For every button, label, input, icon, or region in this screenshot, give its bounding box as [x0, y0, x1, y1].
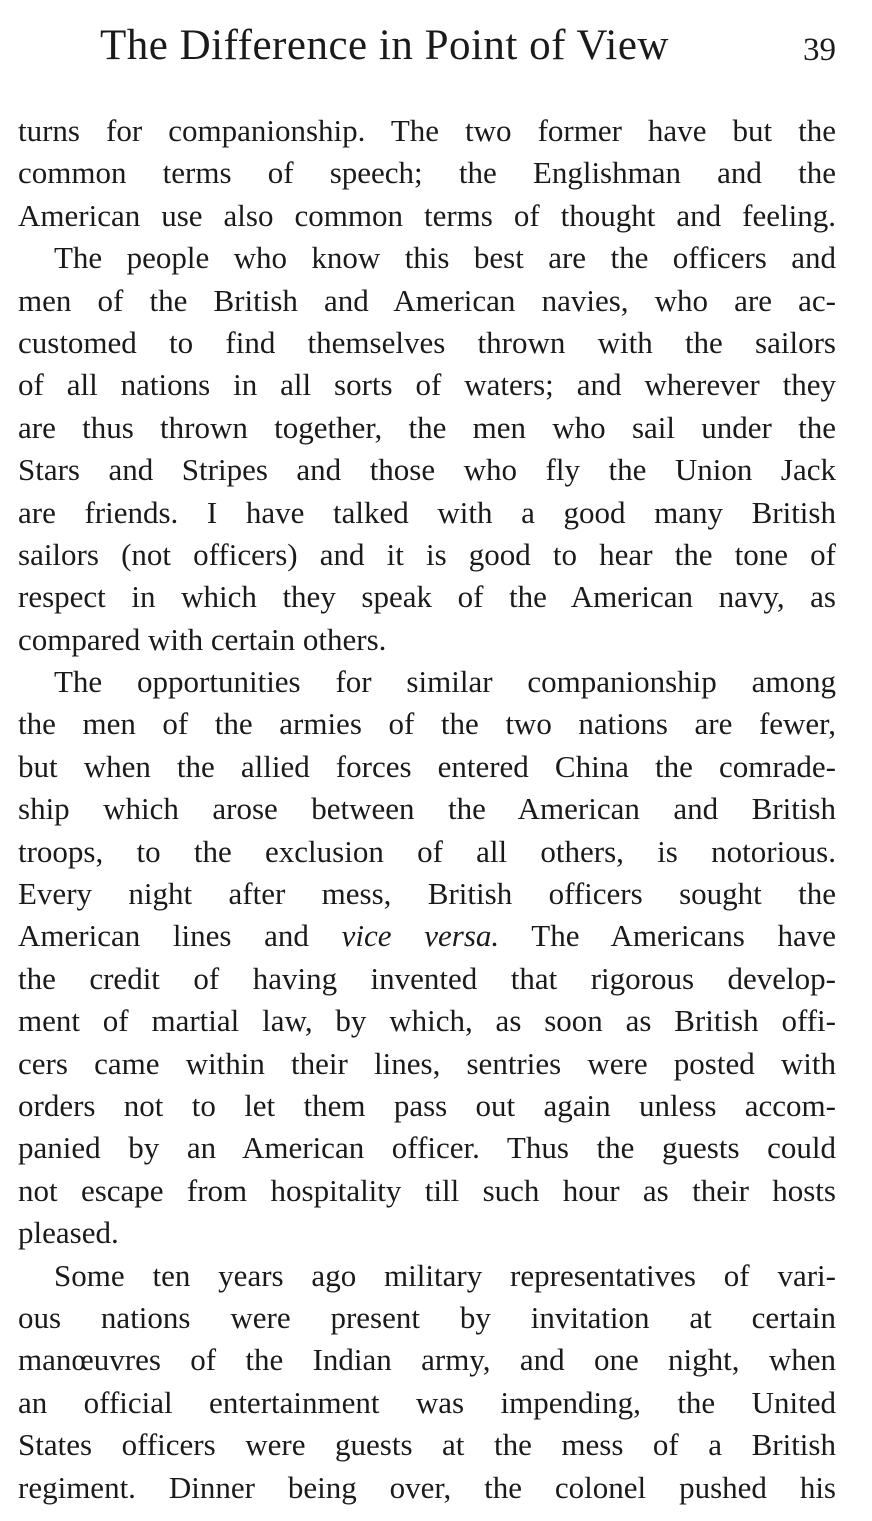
text-line: compared with certain others.	[18, 621, 387, 657]
text-line: troops, to the exclusion of all others, is notorious.	[18, 833, 836, 869]
text-line: ment of martial law, by which, as soon as British offi-	[18, 1003, 836, 1039]
text-line: the men of the armies of the two nations are fewer,	[18, 706, 836, 742]
text-segment: The Americans have	[499, 918, 836, 954]
text-line: customed to find themselves thrown with the sailors	[18, 324, 836, 360]
text-line: panied by an American officer. Thus the guests could	[18, 1130, 836, 1166]
text-line: The people who know this best are the officers and	[54, 240, 836, 276]
text-line: are thus thrown together, the men who sail under the	[18, 409, 836, 445]
text-line: American use also common terms of thought and feeling.	[18, 197, 836, 233]
text-line: cers came within their lines, sentries were posted with	[18, 1045, 836, 1081]
running-title: The Difference in Point of View	[100, 22, 669, 69]
text-line: ship which arose between the American and British	[18, 791, 836, 827]
text-line: men of the British and American navies, who are ac-	[18, 282, 836, 318]
text-line: respect in which they speak of the American navy, as	[18, 579, 836, 615]
text-line: are friends. I have talked with a good many British	[18, 494, 836, 530]
text-line: Some ten years ago military representatives of vari-	[54, 1257, 836, 1293]
page-number: 39	[803, 32, 836, 68]
text-line: not escape from hospitality till such hour as their hosts	[18, 1172, 836, 1208]
text-line: ous nations were present by invitation at certain	[18, 1299, 836, 1335]
text-line: regiment. Dinner being over, the colonel pushed his	[18, 1469, 836, 1505]
text-line: of all nations in all sorts of waters; and wherever they	[18, 367, 836, 403]
text-line: an official entertainment was impending, the United	[18, 1384, 836, 1420]
text-line: Every night after mess, British officers sought the	[18, 876, 836, 912]
text-line: turns for companionship. The two former have but the	[18, 113, 836, 148]
text-line: the credit of having invented that rigorous develop-	[18, 960, 836, 996]
text-line: but when the allied forces entered China the comrade-	[18, 748, 836, 784]
text-line: pleased.	[18, 1215, 119, 1251]
body-text	[18, 110, 836, 1509]
text-line-with-italic	[18, 915, 836, 957]
text-line: manœuvres of the Indian army, and one night, when	[18, 1342, 836, 1378]
text-line: orders not to let them pass out again unless accom-	[18, 1087, 836, 1123]
text-line: States officers were guests at the mess of a British	[18, 1427, 836, 1463]
text-segment: American lines and	[18, 918, 342, 954]
text-line: Stars and Stripes and those who fly the Union Jack	[18, 452, 836, 488]
running-head	[20, 18, 836, 74]
text-line: common terms of speech; the Englishman and the	[18, 155, 836, 191]
italic-phrase: vice versa.	[341, 918, 500, 954]
text-line: The opportunities for similar companionship among	[54, 664, 836, 700]
text-line: sailors (not officers) and it is good to hear the tone of	[18, 536, 836, 572]
